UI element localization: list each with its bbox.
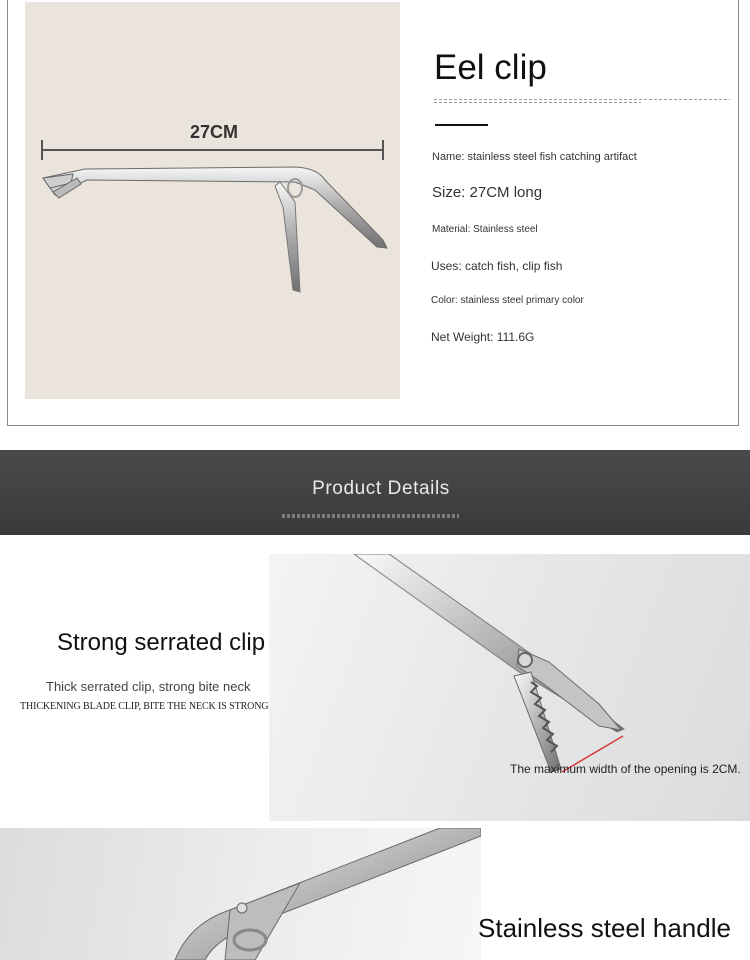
title-underline — [435, 124, 488, 126]
spec-material: Material: Stainless steel — [432, 224, 538, 235]
product-details-banner — [0, 450, 750, 535]
product-photo — [25, 2, 400, 399]
eel-clip-tool-image — [25, 2, 400, 399]
decorative-fine-text — [282, 514, 459, 518]
spec-name: Name: stainless steel fish catching artifact — [432, 151, 637, 163]
handle-title: Stainless steel handle — [478, 913, 731, 943]
product-title: Eel clip — [434, 48, 547, 87]
handle-photo — [0, 828, 481, 960]
handle-closeup-image — [0, 828, 481, 960]
decorative-fine-text — [434, 99, 730, 105]
spec-uses: Uses: catch fish, clip fish — [431, 259, 563, 273]
serrated-clip-subtitle: Thick serrated clip, strong bite neck — [46, 679, 251, 694]
banner-title: Product Details — [312, 478, 450, 499]
opening-width-note: The maximum width of the opening is 2CM. — [510, 762, 741, 776]
spec-size: Size: 27CM long — [432, 184, 543, 201]
serrated-clip-title: Strong serrated clip — [57, 629, 266, 656]
serrated-jaw-closeup-image — [269, 554, 750, 821]
spec-weight: Net Weight: 111.6G — [431, 330, 535, 344]
serrated-clip-photo — [269, 554, 750, 821]
serrated-clip-caps: THICKENING BLADE CLIP, BITE THE NECK IS STRONG — [20, 701, 269, 712]
length-label: 27CM — [189, 122, 239, 142]
spec-color: Color: stainless steel primary color — [431, 295, 584, 306]
